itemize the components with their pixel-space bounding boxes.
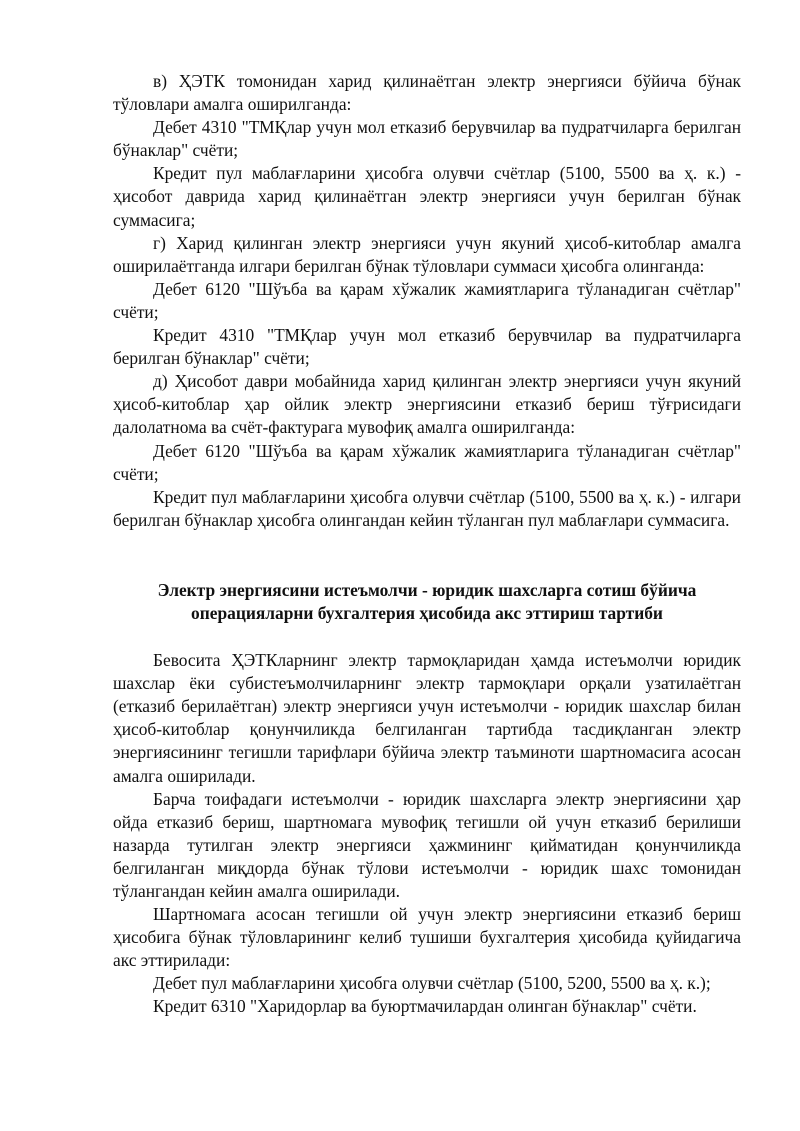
paragraph-debit-cash: Дебет пул маблағларини ҳисобга олувчи счётлар (5100, 5200, 5500 ва ҳ. к.); xyxy=(153,973,711,994)
paragraph-credit-6310: Кредит 6310 "Харидорлар ва буюртмачилардан олинган бўнаклар" счёти. xyxy=(153,996,697,1017)
paragraph-credit-cash-second: Кредит пул маблағларини ҳисобга олувчи счётлар (5100, 5500 ва ҳ. к.) - илгари берилган бўнаклар ҳисобга олингандан кейин тўланган пул маблағлари суммасига. xyxy=(113,486,741,530)
section-spacer xyxy=(113,532,741,579)
paragraph-direct-supply: Бевосита ҲЭТКларнинг электр тармоқларидан ҳамда истеъмолчи юридик шахслар ёки субистеъмолчиларнинг электр тармоқлари орқали узатилаётган (етказиб берилаётган) электр энергияси учун истеъмолчи - юридик шахслар билан ҳисоб-китоблар қонунчиликда белгиланган тартибда тасдиқланган электр энергиясининг тегишли тарифлари бўйича электр таъминоти шартномасига асосан амалга оширилади. xyxy=(113,650,741,786)
paragraph-debit-4310: Дебет 4310 "ТМҚлар учун мол етказиб берувчилар ва пудратчиларга берилган бўнаклар" счёти; xyxy=(113,117,741,161)
paragraph-credit-4310: Кредит 4310 "ТМҚлар учун мол етказиб берувчилар ва пудратчиларга берилган бўнаклар" счёти; xyxy=(113,325,741,369)
paragraph-debit-6120: Дебет 6120 "Шўъба ва қарам хўжалик жамиятларига тўланадиган счётлар" счёти; xyxy=(113,278,741,322)
paragraph-monthly-settlement: д) Ҳисобот даври мобайнида харид қилинган электр энергияси учун якуний ҳисоб-китоблар ҳар ойлик электр энергиясини етказиб бериш тўғрисидаги далолатнома ва счёт-фактурага мувофиқ амалга оширилганда: xyxy=(113,371,741,438)
paragraph-contract-advance: Шартномага асосан тегишли ой учун электр энергиясини етказиб бериш ҳисобига бўнак тўловларининг келиб тушиши бухгалтерия ҳисобида қуйидагича акс эттирилади: xyxy=(113,904,741,971)
heading-spacer xyxy=(113,625,741,649)
paragraph-final-settlement: г) Харид қилинган электр энергияси учун якуний ҳисоб-китоблар амалга оширилаётганда илгари берилган бўнак тўловлари суммаси ҳисобга олинганда: xyxy=(113,232,741,276)
section-heading: Электр энергиясини истеъмолчи - юридик шахсларга сотиш бўйича операцияларни бухгалтерия ҳисобида акс эттириш тартиби xyxy=(157,579,697,623)
paragraph-debit-6120-second: Дебет 6120 "Шўъба ва қарам хўжалик жамиятларига тўланадиган счётлар" счёти; xyxy=(113,440,741,484)
paragraph-all-consumers: Барча тоифадаги истеъмолчи - юридик шахсларга электр энергиясини ҳар ойда етказиб бериш, шартномага мувофиқ тегишли ой учун етказиб берилиши назарда тутилган электр энергияси ҳажмининг қийматидан қонунчиликда белгиланган миқдорда бўнак тўлови истеъмолчи - юридик шахс томонидан тўлангандан кейин амалга оширилади. xyxy=(113,788,741,901)
document-page xyxy=(113,70,741,1019)
paragraph-credit-cash: Кредит пул маблағларини ҳисобга олувчи счётлар (5100, 5500 ва ҳ. к.) - ҳисобот даврида харид қилинаётган электр энергияси учун берилган бўнак суммасига; xyxy=(113,163,741,230)
paragraph-advance-payment: в) ҲЭТК томонидан харид қилинаётган электр энергияси бўйича бўнак тўловлари амалга оширилганда: xyxy=(113,71,741,115)
